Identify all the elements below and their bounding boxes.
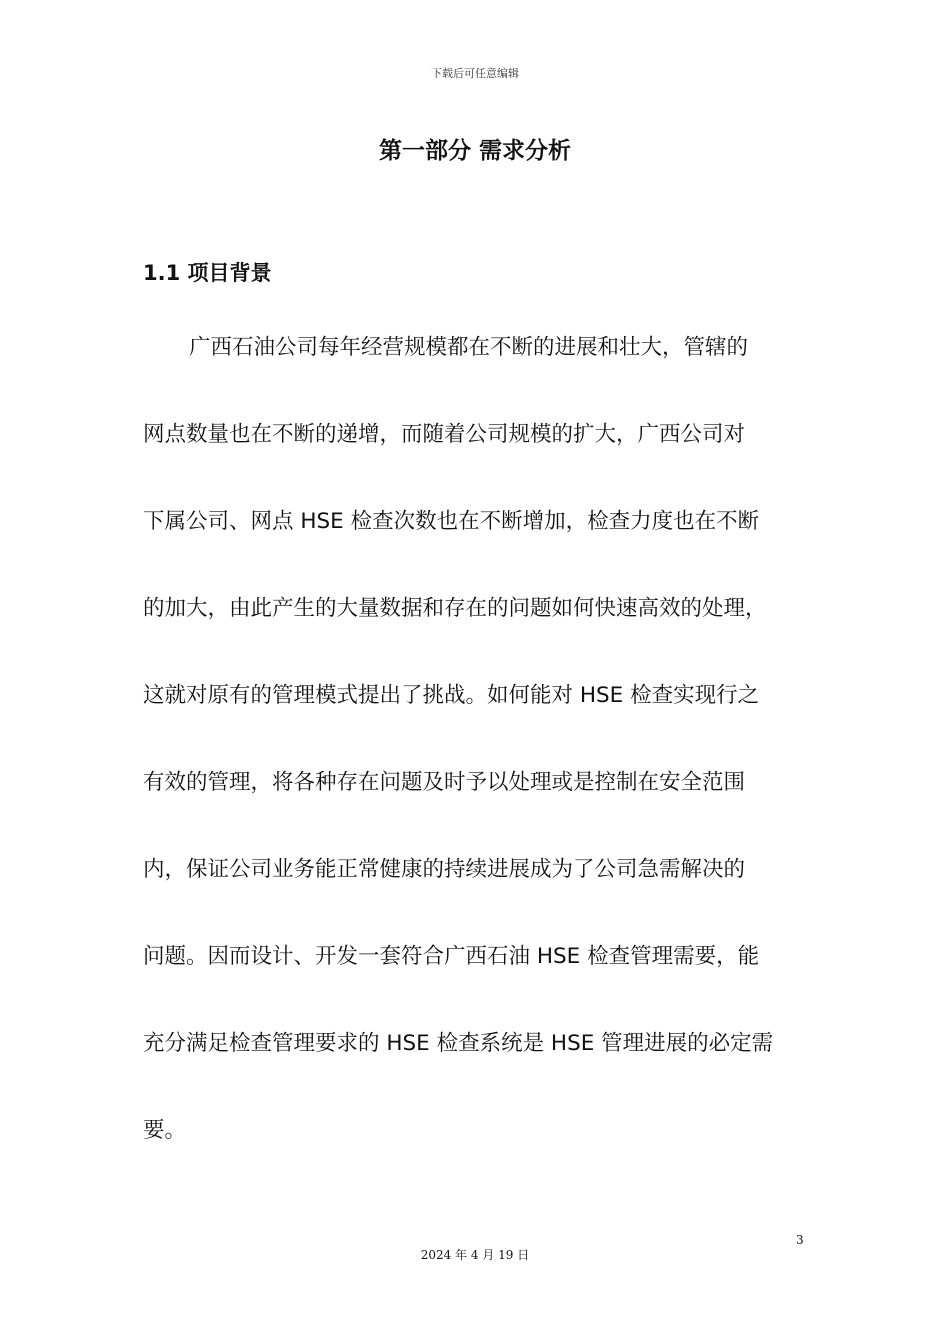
body-line: 下属公司、网点 HSE 检查次数也在不断增加，检查力度也在不断	[143, 509, 760, 534]
body-line: 有效的管理，将各种存在问题及时予以处理或是控制在安全范围	[143, 770, 746, 795]
body-line: 问题。因而设计、开发一套符合广西石油 HSE 检查管理需要，能	[143, 944, 760, 969]
section-heading: 1.1 项目背景	[143, 261, 272, 285]
body-line: 内，保证公司业务能正常健康的持续进展成为了公司急需解决的	[143, 857, 746, 882]
body-line: 广西石油公司每年经营规模都在不断的进展和壮大，管辖的	[189, 335, 749, 360]
document-title: 第一部分 需求分析	[378, 138, 571, 164]
body-line: 的加大，由此产生的大量数据和存在的问题如何快速高效的处理，	[143, 596, 767, 621]
body-line: 要。	[143, 1118, 187, 1143]
body-line: 网点数量也在不断的递增，而随着公司规模的扩大，广西公司对	[143, 422, 746, 447]
body-line: 这就对原有的管理模式提出了挑战。如何能对 HSE 检查实现行之	[143, 683, 760, 708]
body-line: 充分满足检查管理要求的 HSE 检查系统是 HSE 管理进展的必定需	[143, 1031, 774, 1056]
page-number: 3	[796, 1233, 804, 1247]
page-footer-date: 2024 年 4 月 19 日	[420, 1248, 530, 1262]
page-header-note: 下载后可任意编辑	[431, 67, 519, 80]
section-body	[143, 330, 807, 1200]
